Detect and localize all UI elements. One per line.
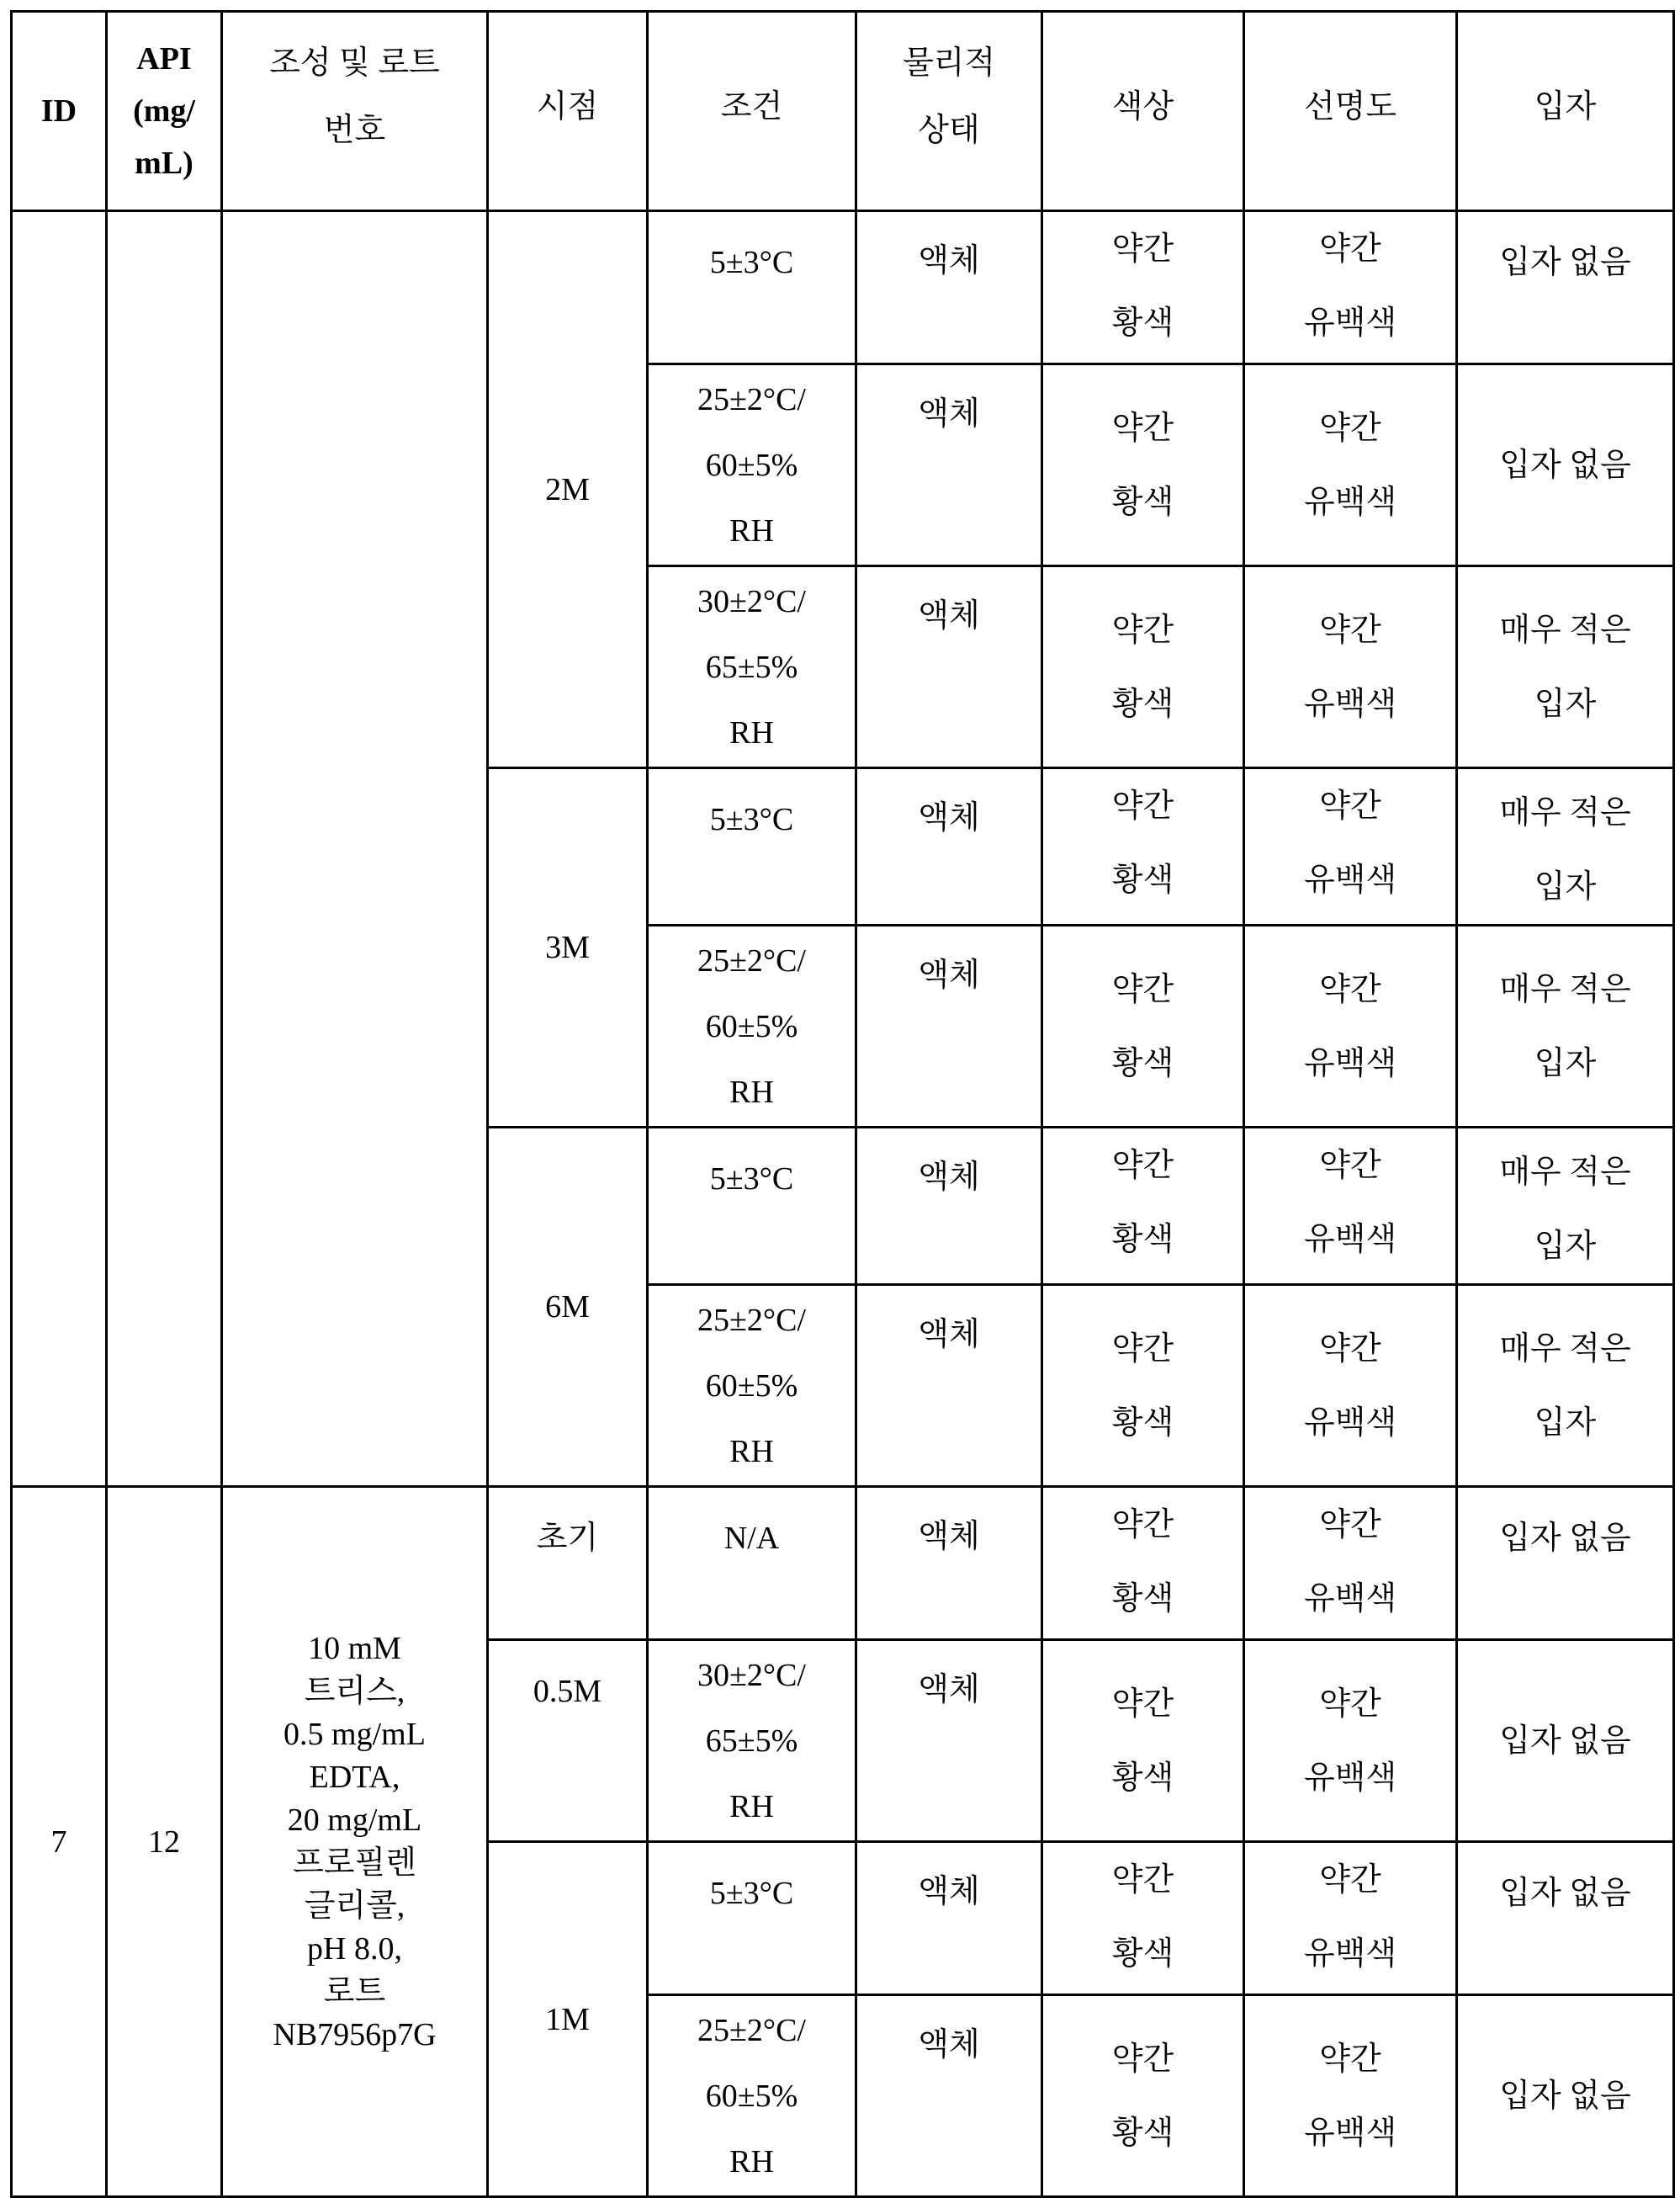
particles-cell bbox=[1457, 211, 1674, 364]
physical-state-cell: 액체 bbox=[856, 364, 1042, 566]
color-cell-line: 황색 bbox=[1048, 1203, 1237, 1277]
clarity-cell bbox=[1244, 1640, 1457, 1842]
color-cell-line: 황색 bbox=[1048, 1741, 1237, 1815]
composition-cell-line: pH 8.0, bbox=[228, 1928, 481, 1971]
physical-state-cell: 액체 bbox=[856, 768, 1042, 926]
clarity-cell-line: 약간 bbox=[1250, 391, 1450, 465]
condition-cell-line: RH bbox=[654, 498, 850, 564]
clarity-cell-line: 유백색 bbox=[1250, 1741, 1450, 1815]
timepoint-cell: 0.5M bbox=[488, 1640, 648, 1842]
id-cell: 7 bbox=[12, 1487, 107, 2197]
clarity-cell-line: 유백색 bbox=[1250, 1027, 1450, 1101]
composition-cell-line: EDTA, bbox=[228, 1756, 481, 1799]
header-particles: 입자 bbox=[1457, 12, 1674, 211]
condition-cell bbox=[648, 768, 856, 926]
color-cell bbox=[1042, 1285, 1244, 1487]
clarity-cell bbox=[1244, 1995, 1457, 2197]
condition-cell-line: 5±3°C bbox=[654, 1860, 850, 1927]
particles-cell-line: 입자 없음 bbox=[1463, 1707, 1667, 1775]
composition-cell-line: 20 mg/mL bbox=[228, 1799, 481, 1842]
color-cell-line: 황색 bbox=[1048, 286, 1237, 360]
color-cell-line: 약간 bbox=[1048, 1843, 1237, 1917]
clarity-cell bbox=[1244, 1842, 1457, 1995]
header-id: ID bbox=[12, 12, 107, 211]
timepoint-cell: 1M bbox=[488, 1842, 648, 2197]
color-cell bbox=[1042, 1640, 1244, 1842]
condition-cell-line: 5±3°C bbox=[654, 786, 850, 853]
header-composition bbox=[222, 12, 488, 211]
composition-cell-line: 트리스, bbox=[228, 1670, 481, 1713]
header-api-line: API bbox=[113, 33, 215, 85]
condition-cell bbox=[648, 1995, 856, 2197]
clarity-cell-line: 약간 bbox=[1250, 1667, 1450, 1741]
physical-state-cell: 액체 bbox=[856, 1640, 1042, 1842]
condition-cell-line: 5±3°C bbox=[654, 229, 850, 296]
clarity-cell-line: 유백색 bbox=[1250, 1203, 1450, 1277]
color-cell-line: 황색 bbox=[1048, 1386, 1237, 1460]
header-physical-state-line: 물리적 bbox=[862, 29, 1036, 97]
particles-cell-line: 입자 없음 bbox=[1463, 1860, 1667, 1927]
condition-cell-line: RH bbox=[654, 700, 850, 766]
condition-cell-line: 60±5% bbox=[654, 2063, 850, 2129]
particles-cell bbox=[1457, 1995, 1674, 2197]
color-cell-line: 약간 bbox=[1048, 391, 1237, 465]
particles-cell-line: 입자 bbox=[1463, 1027, 1667, 1101]
physical-state-cell: 액체 bbox=[856, 211, 1042, 364]
color-cell-line: 황색 bbox=[1048, 843, 1237, 917]
clarity-cell-line: 약간 bbox=[1250, 769, 1450, 843]
clarity-cell-line: 약간 bbox=[1250, 1312, 1450, 1386]
color-cell-line: 황색 bbox=[1048, 667, 1237, 741]
color-cell bbox=[1042, 926, 1244, 1128]
header-row bbox=[12, 12, 1674, 211]
condition-cell bbox=[648, 1842, 856, 1995]
particles-cell-line: 매우 적은 bbox=[1463, 1312, 1667, 1386]
clarity-cell-line: 약간 bbox=[1250, 953, 1450, 1027]
clarity-cell bbox=[1244, 566, 1457, 768]
particles-cell bbox=[1457, 566, 1674, 768]
timepoint-cell: 6M bbox=[488, 1128, 648, 1487]
clarity-cell-line: 유백색 bbox=[1250, 843, 1450, 917]
color-cell-line: 약간 bbox=[1048, 953, 1237, 1027]
header-api-line: (mg/ bbox=[113, 85, 215, 137]
particles-cell-line: 매우 적은 bbox=[1463, 776, 1667, 850]
color-cell bbox=[1042, 211, 1244, 364]
condition-cell-line: RH bbox=[654, 1059, 850, 1125]
condition-cell-line: 25±2°C/ bbox=[654, 928, 850, 994]
condition-cell bbox=[648, 1487, 856, 1640]
condition-cell-line: 5±3°C bbox=[654, 1145, 850, 1213]
clarity-cell-line: 약간 bbox=[1250, 1488, 1450, 1562]
particles-cell-line: 입자 없음 bbox=[1463, 229, 1667, 296]
color-cell-line: 약간 bbox=[1048, 1488, 1237, 1562]
header-physical-state-line: 상태 bbox=[862, 97, 1036, 164]
composition-cell-line: 프로필렌 bbox=[228, 1842, 481, 1885]
condition-cell-line: 60±5% bbox=[654, 433, 850, 498]
condition-cell-line: RH bbox=[654, 2129, 850, 2195]
particles-cell bbox=[1457, 1128, 1674, 1285]
condition-cell-line: 65±5% bbox=[654, 634, 850, 700]
condition-cell-line: 30±2°C/ bbox=[654, 569, 850, 634]
header-clarity: 선명도 bbox=[1244, 12, 1457, 211]
header-composition-line: 조성 및 로트 bbox=[228, 29, 481, 97]
composition-cell-line: 0.5 mg/mL bbox=[228, 1713, 481, 1756]
clarity-cell-line: 유백색 bbox=[1250, 286, 1450, 360]
particles-cell bbox=[1457, 768, 1674, 926]
condition-cell-line: 60±5% bbox=[654, 1353, 850, 1419]
clarity-cell-line: 약간 bbox=[1250, 1128, 1450, 1203]
color-cell-line: 약간 bbox=[1048, 1667, 1237, 1741]
color-cell bbox=[1042, 1487, 1244, 1640]
condition-cell-line: 30±2°C/ bbox=[654, 1643, 850, 1708]
composition-cell-line: 10 mM bbox=[228, 1627, 481, 1670]
clarity-cell-line: 약간 bbox=[1250, 1843, 1450, 1917]
clarity-cell-line: 약간 bbox=[1250, 212, 1450, 286]
condition-cell-line: 25±2°C/ bbox=[654, 1287, 850, 1353]
physical-state-cell: 액체 bbox=[856, 1842, 1042, 1995]
clarity-cell-line: 유백색 bbox=[1250, 1917, 1450, 1991]
timepoint-cell: 3M bbox=[488, 768, 648, 1128]
particles-cell-line: 입자 bbox=[1463, 1386, 1667, 1460]
header-timepoint: 시점 bbox=[488, 12, 648, 211]
color-cell-line: 약간 bbox=[1048, 1312, 1237, 1386]
condition-cell-line: 25±2°C/ bbox=[654, 367, 850, 433]
table-body bbox=[12, 211, 1674, 2197]
particles-cell bbox=[1457, 1285, 1674, 1487]
particles-cell bbox=[1457, 364, 1674, 566]
color-cell-line: 황색 bbox=[1048, 465, 1237, 539]
particles-cell-line: 입자 없음 bbox=[1463, 1505, 1667, 1572]
table-row bbox=[12, 1487, 1674, 1640]
clarity-cell-line: 유백색 bbox=[1250, 465, 1450, 539]
condition-cell bbox=[648, 926, 856, 1128]
header-api-line: mL) bbox=[113, 137, 215, 189]
clarity-cell-line: 유백색 bbox=[1250, 1386, 1450, 1460]
color-cell bbox=[1042, 364, 1244, 566]
physical-state-cell: 액체 bbox=[856, 1995, 1042, 2197]
composition-cell-line: 글리콜, bbox=[228, 1885, 481, 1928]
table-row bbox=[12, 211, 1674, 364]
clarity-cell bbox=[1244, 926, 1457, 1128]
condition-cell-line: 65±5% bbox=[654, 1708, 850, 1774]
timepoint-cell: 2M bbox=[488, 211, 648, 768]
particles-cell-line: 입자 없음 bbox=[1463, 2063, 1667, 2130]
clarity-cell-line: 약간 bbox=[1250, 2022, 1450, 2096]
header-physical-state bbox=[856, 12, 1042, 211]
clarity-cell-line: 유백색 bbox=[1250, 2096, 1450, 2170]
color-cell-line: 약간 bbox=[1048, 769, 1237, 843]
header-color: 색상 bbox=[1042, 12, 1244, 211]
api-cell: 12 bbox=[107, 1487, 222, 2197]
physical-state-cell: 액체 bbox=[856, 1128, 1042, 1285]
clarity-cell bbox=[1244, 1285, 1457, 1487]
clarity-cell bbox=[1244, 768, 1457, 926]
particles-cell-line: 매우 적은 bbox=[1463, 1135, 1667, 1209]
clarity-cell-line: 유백색 bbox=[1250, 1562, 1450, 1636]
composition-cell bbox=[222, 211, 488, 1487]
physical-state-cell: 액체 bbox=[856, 926, 1042, 1128]
composition-cell-line: NB7956p7G bbox=[228, 2014, 481, 2057]
condition-cell bbox=[648, 1285, 856, 1487]
clarity-cell-line: 유백색 bbox=[1250, 667, 1450, 741]
clarity-cell bbox=[1244, 1128, 1457, 1285]
particles-cell-line: 입자 bbox=[1463, 1209, 1667, 1283]
header-api bbox=[107, 12, 222, 211]
condition-cell bbox=[648, 566, 856, 768]
color-cell bbox=[1042, 1995, 1244, 2197]
condition-cell-line: RH bbox=[654, 1774, 850, 1840]
id-cell bbox=[12, 211, 107, 1487]
particles-cell-line: 입자 bbox=[1463, 667, 1667, 741]
clarity-cell-line: 약간 bbox=[1250, 593, 1450, 667]
particles-cell bbox=[1457, 926, 1674, 1128]
condition-cell-line: RH bbox=[654, 1419, 850, 1484]
particles-cell-line: 입자 bbox=[1463, 850, 1667, 924]
color-cell bbox=[1042, 1128, 1244, 1285]
stability-table bbox=[10, 10, 1675, 2198]
particles-cell bbox=[1457, 1640, 1674, 1842]
color-cell-line: 약간 bbox=[1048, 212, 1237, 286]
clarity-cell bbox=[1244, 1487, 1457, 1640]
particles-cell bbox=[1457, 1487, 1674, 1640]
color-cell bbox=[1042, 1842, 1244, 1995]
composition-cell bbox=[222, 1487, 488, 2197]
particles-cell bbox=[1457, 1842, 1674, 1995]
api-cell bbox=[107, 211, 222, 1487]
condition-cell-line: 60±5% bbox=[654, 994, 850, 1059]
particles-cell-line: 매우 적은 bbox=[1463, 593, 1667, 667]
color-cell-line: 약간 bbox=[1048, 1128, 1237, 1203]
condition-cell-line: N/A bbox=[654, 1505, 850, 1572]
timepoint-cell: 초기 bbox=[488, 1487, 648, 1640]
clarity-cell bbox=[1244, 364, 1457, 566]
condition-cell bbox=[648, 1128, 856, 1285]
clarity-cell bbox=[1244, 211, 1457, 364]
color-cell-line: 황색 bbox=[1048, 1917, 1237, 1991]
particles-cell-line: 입자 없음 bbox=[1463, 432, 1667, 499]
header-condition: 조건 bbox=[648, 12, 856, 211]
color-cell-line: 약간 bbox=[1048, 593, 1237, 667]
color-cell bbox=[1042, 566, 1244, 768]
color-cell bbox=[1042, 768, 1244, 926]
condition-cell bbox=[648, 211, 856, 364]
condition-cell-line: 25±2°C/ bbox=[654, 1998, 850, 2063]
condition-cell bbox=[648, 1640, 856, 1842]
color-cell-line: 황색 bbox=[1048, 1562, 1237, 1636]
particles-cell-line: 매우 적은 bbox=[1463, 953, 1667, 1027]
header-composition-line: 번호 bbox=[228, 97, 481, 164]
physical-state-cell: 액체 bbox=[856, 566, 1042, 768]
condition-cell bbox=[648, 364, 856, 566]
physical-state-cell: 액체 bbox=[856, 1285, 1042, 1487]
color-cell-line: 약간 bbox=[1048, 2022, 1237, 2096]
color-cell-line: 황색 bbox=[1048, 1027, 1237, 1101]
physical-state-cell: 액체 bbox=[856, 1487, 1042, 1640]
composition-cell-line: 로트 bbox=[228, 1971, 481, 2014]
color-cell-line: 황색 bbox=[1048, 2096, 1237, 2170]
